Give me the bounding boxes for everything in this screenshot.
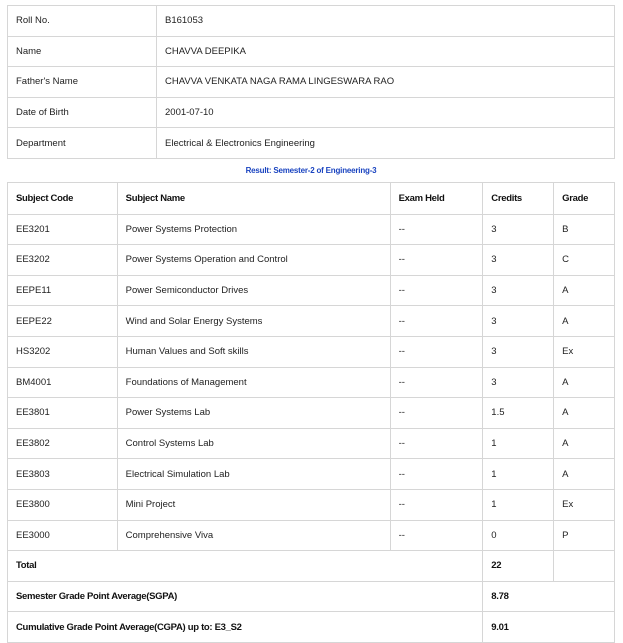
subject-code-cell: EE3000	[8, 520, 118, 551]
subject-name-cell: Power Systems Protection	[117, 214, 390, 245]
subject-code-cell: EE3800	[8, 489, 118, 520]
subject-code-cell: EEPE22	[8, 306, 118, 337]
credits-cell: 3	[483, 306, 554, 337]
exam-held-cell: --	[390, 214, 483, 245]
roll-number-row	[8, 6, 615, 37]
date-of-birth-value: 2001-07-10	[157, 97, 615, 128]
exam-held-cell: --	[390, 367, 483, 398]
grade-cell: A	[554, 398, 615, 429]
exam-held-cell: --	[390, 336, 483, 367]
subject-name-cell: Electrical Simulation Lab	[117, 459, 390, 490]
exam-held-cell: --	[390, 459, 483, 490]
marks-header-row	[8, 183, 615, 215]
subject-row	[8, 367, 615, 398]
exam-held-cell: --	[390, 245, 483, 276]
subject-row	[8, 245, 615, 276]
cgpa-label: Cumulative Grade Point Average(CGPA) up to: E3_S2	[8, 612, 483, 643]
subject-row	[8, 306, 615, 337]
father-name-value: CHAVVA VENKATA NAGA RAMA LINGESWARA RAO	[157, 67, 615, 98]
cgpa-value: 9.01	[483, 612, 615, 643]
exam-held-header: Exam Held	[390, 183, 483, 215]
subject-row	[8, 336, 615, 367]
subject-name-cell: Foundations of Management	[117, 367, 390, 398]
sgpa-value: 8.78	[483, 581, 615, 612]
father-name-row	[8, 67, 615, 98]
name-label: Name	[8, 36, 157, 67]
grade-cell: P	[554, 520, 615, 551]
subject-row	[8, 428, 615, 459]
credits-cell: 3	[483, 245, 554, 276]
grade-cell: A	[554, 459, 615, 490]
marks-table	[7, 182, 615, 643]
name-value: CHAVVA DEEPIKA	[157, 36, 615, 67]
credits-cell: 1	[483, 428, 554, 459]
department-value: Electrical & Electronics Engineering	[157, 128, 615, 159]
subject-code-cell: EE3801	[8, 398, 118, 429]
subject-code-cell: EE3202	[8, 245, 118, 276]
grade-cell: C	[554, 245, 615, 276]
subject-row	[8, 275, 615, 306]
date-of-birth-row	[8, 97, 615, 128]
exam-held-cell: --	[390, 398, 483, 429]
credits-cell: 3	[483, 275, 554, 306]
subject-row	[8, 520, 615, 551]
department-row	[8, 128, 615, 159]
subject-name-cell: Mini Project	[117, 489, 390, 520]
exam-held-cell: --	[390, 428, 483, 459]
grade-cell: A	[554, 306, 615, 337]
subject-name-cell: Control Systems Lab	[117, 428, 390, 459]
grade-cell: Ex	[554, 336, 615, 367]
result-title: Result: Semester-2 of Engineering-3	[245, 166, 377, 175]
credits-cell: 3	[483, 214, 554, 245]
sgpa-label: Semester Grade Point Average(SGPA)	[8, 581, 483, 612]
father-name-label: Father's Name	[8, 67, 157, 98]
subject-row	[8, 398, 615, 429]
credits-cell: 3	[483, 336, 554, 367]
exam-held-cell: --	[390, 306, 483, 337]
subject-code-cell: HS3202	[8, 336, 118, 367]
subject-name-header: Subject Name	[117, 183, 390, 215]
total-row	[8, 551, 615, 582]
subject-code-cell: EE3201	[8, 214, 118, 245]
name-row	[8, 36, 615, 67]
total-label: Total	[8, 551, 483, 582]
grade-header: Grade	[554, 183, 615, 215]
credits-cell: 1.5	[483, 398, 554, 429]
credits-cell: 1	[483, 459, 554, 490]
roll-number-value: B161053	[157, 6, 615, 37]
subject-name-cell: Power Systems Lab	[117, 398, 390, 429]
subject-code-cell: BM4001	[8, 367, 118, 398]
exam-held-cell: --	[390, 489, 483, 520]
total-credits: 22	[483, 551, 554, 582]
subject-code-cell: EE3802	[8, 428, 118, 459]
subject-name-cell: Human Values and Soft skills	[117, 336, 390, 367]
credits-cell: 3	[483, 367, 554, 398]
subject-row	[8, 459, 615, 490]
grade-cell: A	[554, 275, 615, 306]
cgpa-row	[8, 612, 615, 643]
subject-name-cell: Comprehensive Viva	[117, 520, 390, 551]
subject-code-cell: EE3803	[8, 459, 118, 490]
subject-row	[8, 489, 615, 520]
subject-name-cell: Power Semiconductor Drives	[117, 275, 390, 306]
total-grade-cell	[554, 551, 615, 582]
exam-held-cell: --	[390, 520, 483, 551]
credits-cell: 1	[483, 489, 554, 520]
credits-header: Credits	[483, 183, 554, 215]
student-details-table	[7, 5, 615, 159]
grade-cell: B	[554, 214, 615, 245]
grade-cell: A	[554, 367, 615, 398]
grade-cell: A	[554, 428, 615, 459]
credits-cell: 0	[483, 520, 554, 551]
sgpa-row	[8, 581, 615, 612]
roll-number-label: Roll No.	[8, 6, 157, 37]
department-label: Department	[8, 128, 157, 159]
subject-code-cell: EEPE11	[8, 275, 118, 306]
subject-name-cell: Wind and Solar Energy Systems	[117, 306, 390, 337]
subject-name-cell: Power Systems Operation and Control	[117, 245, 390, 276]
subject-row	[8, 214, 615, 245]
grade-cell: Ex	[554, 489, 615, 520]
subject-code-header: Subject Code	[8, 183, 118, 215]
exam-held-cell: --	[390, 275, 483, 306]
date-of-birth-label: Date of Birth	[8, 97, 157, 128]
